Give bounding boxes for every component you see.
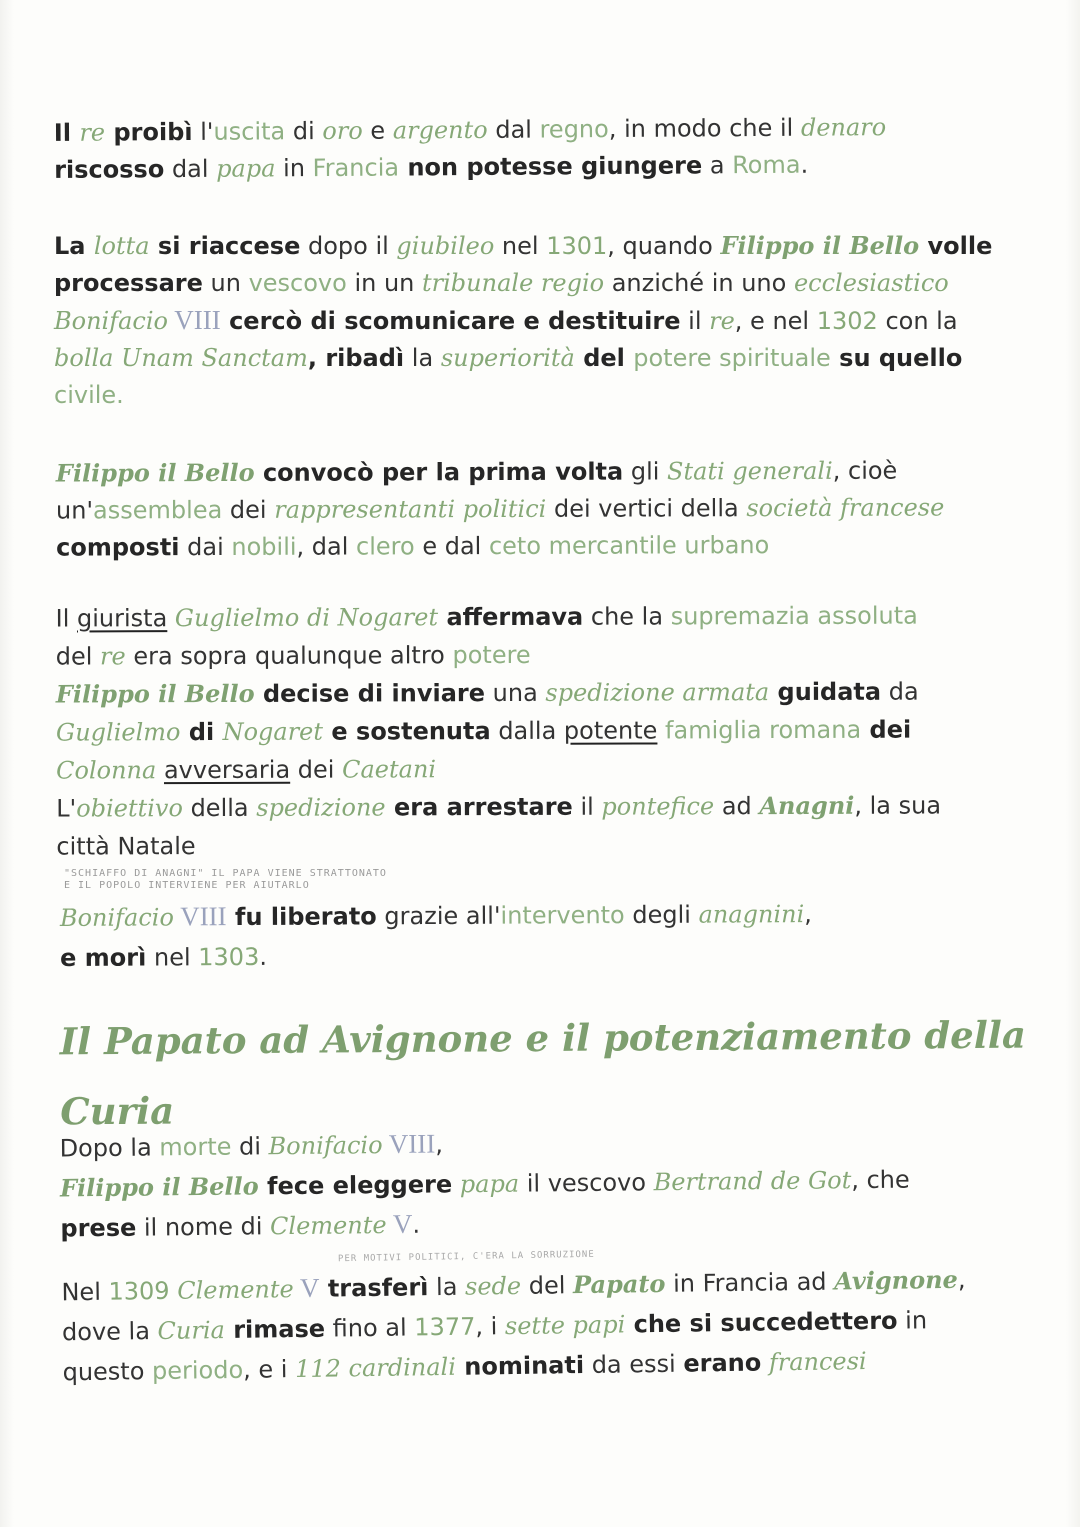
word: papa bbox=[216, 154, 276, 183]
word: anagnini bbox=[698, 900, 805, 929]
word: prese bbox=[60, 1213, 137, 1243]
word: da bbox=[881, 677, 919, 706]
p5-line-3 bbox=[60, 1200, 910, 1249]
word: Caetani bbox=[342, 755, 437, 784]
word: , in modo che il bbox=[608, 113, 802, 144]
word: re bbox=[99, 642, 126, 671]
word: il bbox=[680, 307, 710, 335]
word: con la bbox=[877, 307, 958, 335]
paragraph-6 bbox=[61, 1259, 967, 1393]
word: dai bbox=[179, 532, 232, 562]
word: Papato bbox=[572, 1268, 666, 1300]
word: , cioè bbox=[832, 456, 898, 485]
word: 1301 bbox=[546, 232, 608, 260]
word: il vescovo bbox=[519, 1168, 654, 1198]
word: Bertrand de Got bbox=[653, 1166, 852, 1197]
word: VIII bbox=[382, 1128, 436, 1160]
word: di bbox=[231, 1132, 269, 1161]
word: in bbox=[897, 1306, 928, 1335]
word: e morì bbox=[60, 943, 147, 972]
word: composti bbox=[56, 533, 180, 562]
word: degli bbox=[624, 900, 699, 930]
word: assemblea bbox=[92, 495, 223, 525]
word: dalla bbox=[490, 716, 564, 746]
word: 1309 bbox=[108, 1276, 170, 1306]
word: vescovo bbox=[248, 269, 347, 297]
paragraph-3 bbox=[56, 451, 945, 566]
word: in Francia ad bbox=[665, 1267, 835, 1298]
word: società francese bbox=[746, 493, 945, 523]
word: . bbox=[259, 942, 268, 971]
p2-line-4 bbox=[54, 340, 992, 377]
word: argento bbox=[392, 115, 488, 145]
word: era sopra qualunque altro bbox=[125, 641, 453, 671]
word: Filippo il Bello bbox=[55, 678, 255, 709]
word: rimase bbox=[224, 1314, 326, 1345]
p4-line-9 bbox=[60, 934, 812, 978]
word: del bbox=[520, 1271, 574, 1300]
p4-line-6 bbox=[56, 786, 941, 827]
word: processare bbox=[54, 269, 203, 297]
word: a bbox=[702, 151, 733, 180]
paragraph-4-end bbox=[60, 893, 812, 978]
word: anziché in uno bbox=[604, 269, 794, 297]
word: guidata bbox=[769, 677, 882, 707]
word: giubileo bbox=[396, 232, 495, 260]
word: Avignone bbox=[833, 1264, 959, 1296]
word: sede bbox=[464, 1271, 522, 1301]
paragraph-5 bbox=[59, 1120, 910, 1249]
word: , bbox=[957, 1265, 966, 1294]
word: bolla Unam Sanctam bbox=[54, 344, 308, 372]
word: non potesse giungere bbox=[398, 151, 703, 182]
word: intervento bbox=[500, 901, 625, 930]
word: gli bbox=[623, 457, 668, 486]
word: V bbox=[386, 1208, 413, 1240]
word: 1303 bbox=[198, 942, 260, 972]
word: e sostenuta bbox=[322, 717, 491, 746]
p4-line-3 bbox=[56, 672, 941, 713]
word: . bbox=[800, 150, 809, 179]
word: La bbox=[54, 232, 94, 260]
word: Nogaret bbox=[222, 717, 324, 746]
word: VIII bbox=[173, 901, 227, 932]
word: trasferì bbox=[319, 1273, 429, 1303]
word: lotta bbox=[93, 232, 150, 260]
word: Bonifacio bbox=[54, 307, 168, 335]
note-line: E IL POPOLO INTERVIENE PER AIUTARLO bbox=[64, 880, 310, 891]
word: nominati bbox=[455, 1351, 585, 1381]
word: spedizione armata bbox=[545, 678, 770, 707]
word: ceto mercantile urbano bbox=[488, 531, 770, 561]
word: Il bbox=[55, 604, 78, 633]
word: città Natale bbox=[56, 832, 196, 861]
word: pontefice bbox=[601, 792, 715, 821]
paragraph-4 bbox=[56, 596, 942, 865]
word: sette papi bbox=[504, 1310, 626, 1341]
word: , che bbox=[851, 1165, 910, 1195]
pencil-note-anagni bbox=[64, 868, 387, 892]
p4-line-4 bbox=[56, 710, 941, 751]
word: nobili bbox=[231, 532, 297, 561]
word: si riaccese bbox=[149, 232, 301, 260]
word: proibì bbox=[104, 117, 193, 147]
p4-line-1 bbox=[56, 596, 941, 637]
word: Nel bbox=[61, 1277, 109, 1307]
word: potere bbox=[452, 640, 531, 670]
word: potente bbox=[563, 716, 658, 745]
word: avversaria bbox=[163, 755, 291, 785]
word: Guglielmo bbox=[55, 718, 181, 747]
word: supremazia assoluta bbox=[670, 601, 918, 631]
p1-line-2 bbox=[54, 146, 887, 189]
word: , dal bbox=[296, 532, 357, 561]
p3-line-2 bbox=[56, 489, 944, 529]
word: 1302 bbox=[816, 307, 878, 335]
word: fece eleggere bbox=[258, 1170, 453, 1201]
word: , e i bbox=[242, 1355, 296, 1384]
word: francesi bbox=[768, 1347, 867, 1377]
word: oro bbox=[322, 116, 363, 146]
word: obiettivo bbox=[76, 794, 183, 823]
word: periodo bbox=[151, 1355, 244, 1386]
paragraph-2 bbox=[54, 227, 992, 414]
word: dei bbox=[222, 495, 275, 524]
word: in un bbox=[346, 269, 423, 297]
word: Roma bbox=[732, 150, 801, 180]
word: 112 cardinali bbox=[294, 1352, 457, 1384]
word: erano bbox=[683, 1348, 762, 1378]
word: 1377 bbox=[414, 1312, 476, 1342]
word: Clemente bbox=[269, 1211, 387, 1241]
word: Bonifacio bbox=[59, 903, 174, 932]
word: Filippo il Bello bbox=[720, 231, 920, 260]
note-line: "SCHIAFFO DI ANAGNI" IL PAPA VIENE STRATTONATO bbox=[64, 868, 387, 879]
p4-line-8 bbox=[60, 893, 812, 938]
word: morte bbox=[159, 1132, 232, 1162]
word: spedizione bbox=[256, 793, 386, 822]
p2-line-1 bbox=[54, 227, 992, 265]
word: Dopo la bbox=[59, 1133, 160, 1163]
paragraph-1 bbox=[54, 109, 887, 189]
word: il nome di bbox=[136, 1212, 271, 1242]
heading-line-2: Curia bbox=[60, 1088, 175, 1134]
word: dal bbox=[487, 115, 540, 144]
p3-line-3 bbox=[56, 526, 944, 566]
word: rappresentanti politici bbox=[274, 494, 547, 524]
word: la bbox=[404, 344, 441, 372]
word: dove la bbox=[61, 1316, 158, 1347]
word: da essi bbox=[583, 1349, 684, 1380]
word: denaro bbox=[800, 113, 887, 142]
word: Filippo il Bello bbox=[55, 457, 255, 488]
word: uscita bbox=[213, 117, 286, 146]
word: Guglielmo di Nogaret bbox=[174, 603, 439, 633]
word: , e nel bbox=[734, 307, 817, 335]
word: VIII bbox=[167, 305, 221, 335]
word: , bbox=[804, 900, 812, 929]
word: di bbox=[285, 117, 323, 146]
word: era arrestare bbox=[385, 792, 573, 822]
word: L' bbox=[56, 794, 77, 823]
word: potere spirituale bbox=[633, 344, 831, 372]
word: superiorità bbox=[440, 344, 575, 372]
word: del bbox=[55, 642, 101, 671]
word: Curia bbox=[157, 1316, 226, 1345]
word: e dal bbox=[414, 532, 489, 561]
word: Colonna bbox=[56, 756, 157, 785]
word: dei vertici della bbox=[546, 494, 747, 523]
word: su quello bbox=[830, 344, 963, 372]
word: il bbox=[572, 792, 602, 821]
word: famiglia romana bbox=[657, 715, 862, 745]
word: dei bbox=[290, 755, 343, 784]
word: papa bbox=[459, 1169, 520, 1199]
word: Anagni bbox=[759, 790, 855, 821]
word: clero bbox=[355, 532, 415, 561]
word: la bbox=[428, 1272, 466, 1302]
word: che la bbox=[583, 602, 671, 631]
p4-line-5 bbox=[56, 748, 941, 789]
word: Francia bbox=[312, 153, 400, 183]
word: nel bbox=[494, 232, 547, 260]
word: , la sua bbox=[854, 791, 942, 820]
p2-line-5 bbox=[54, 377, 992, 414]
word: che si succedettero bbox=[625, 1306, 898, 1339]
word: fino al bbox=[324, 1313, 415, 1343]
word: e bbox=[362, 116, 393, 145]
word: dal bbox=[164, 154, 217, 184]
word: un bbox=[202, 269, 249, 297]
word: affermava bbox=[438, 602, 584, 632]
word: decise di inviare bbox=[254, 679, 486, 708]
pencil-note-politics: PER MOTIVI POLITICI, C'ERA LA SORRUZIONE bbox=[337, 1249, 595, 1265]
word: , ribadì bbox=[307, 344, 405, 372]
word: re bbox=[79, 118, 106, 147]
word: una bbox=[484, 678, 546, 708]
word: un' bbox=[55, 496, 94, 525]
word: cercò di scomunicare e destituire bbox=[220, 307, 681, 335]
word: , bbox=[435, 1130, 444, 1159]
word: Stati generali bbox=[666, 456, 833, 486]
word: Clemente bbox=[177, 1275, 294, 1305]
word: di bbox=[180, 717, 223, 747]
word: re bbox=[709, 307, 735, 335]
word: V bbox=[293, 1272, 320, 1304]
p3-line-1 bbox=[56, 451, 944, 492]
word: grazie all' bbox=[376, 901, 501, 931]
word: questo bbox=[62, 1357, 153, 1387]
p4-line-2 bbox=[56, 634, 941, 675]
p2-line-3 bbox=[54, 302, 992, 340]
heading-line-1: Il Papato ad Avignone e il potenziamento della bbox=[59, 1012, 1026, 1064]
word: tribunale regio bbox=[422, 269, 605, 297]
word: Filippo il Bello bbox=[59, 1171, 259, 1203]
word: convocò per la prima volta bbox=[254, 457, 624, 487]
word: dopo il bbox=[300, 232, 397, 260]
word: Bonifacio bbox=[268, 1131, 383, 1161]
word: in bbox=[275, 154, 313, 183]
word: ecclesiastico bbox=[793, 269, 949, 297]
word: dei bbox=[861, 715, 912, 744]
word: , i bbox=[475, 1312, 506, 1341]
p2-line-2 bbox=[54, 265, 992, 302]
word: civile. bbox=[54, 381, 124, 409]
word: ad bbox=[714, 792, 760, 821]
word: regno bbox=[539, 115, 609, 144]
word: , quando bbox=[607, 232, 721, 260]
word: l' bbox=[192, 117, 214, 146]
p4-line-7 bbox=[56, 824, 941, 865]
word: Il bbox=[53, 118, 80, 147]
word: fu liberato bbox=[226, 902, 377, 932]
word: nel bbox=[146, 943, 199, 972]
word: giurista bbox=[76, 604, 168, 633]
word: riscosso bbox=[54, 155, 165, 184]
word: . bbox=[412, 1210, 421, 1239]
word bbox=[156, 756, 164, 784]
word: volle bbox=[919, 232, 993, 260]
word: del bbox=[574, 344, 634, 372]
word: della bbox=[182, 793, 257, 823]
p1-line-1 bbox=[54, 109, 887, 152]
